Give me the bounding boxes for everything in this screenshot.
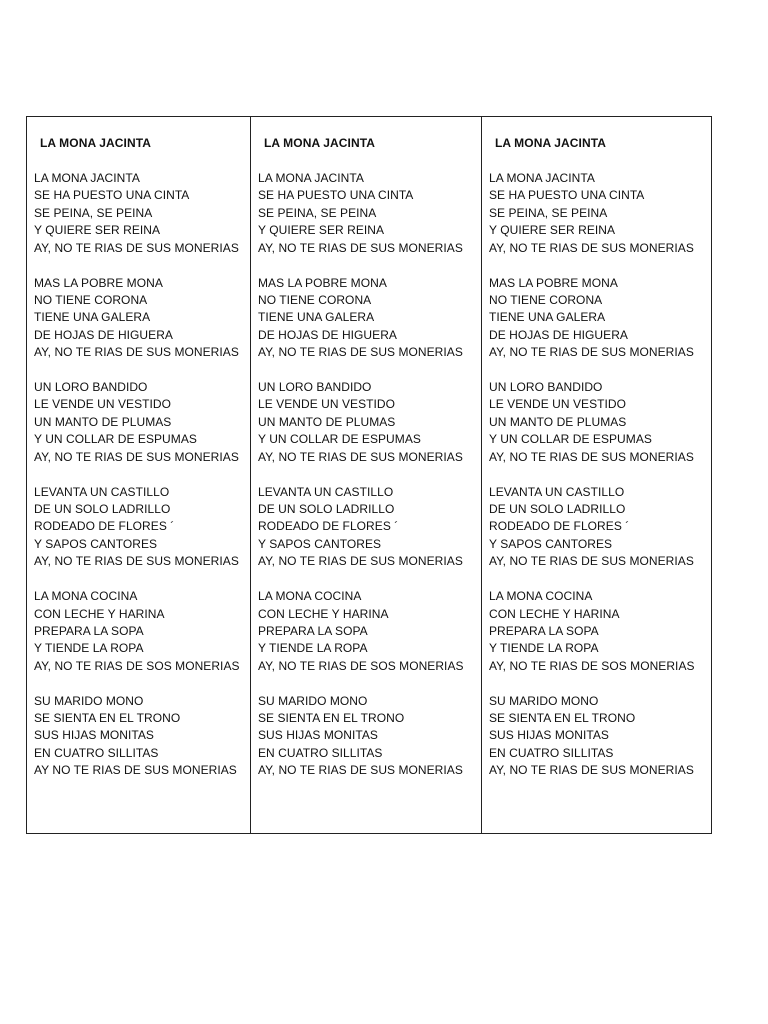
lyric-line: AY, NO TE RIAS DE SUS MONERIAS [489,345,694,360]
lyric-line: AY, NO TE RIAS DE SUS MONERIAS [34,345,239,360]
stanza [34,275,250,362]
lyric-line: UN LORO BANDIDO [34,380,148,395]
lyric-line: Y TIENDE LA ROPA [489,641,599,656]
lyric-line: AY NO TE RIAS DE SUS MONERIAS [34,763,237,778]
lyric-line: MAS LA POBRE MONA [489,275,618,290]
lyric-line: CON LECHE Y HARINA [258,606,389,621]
song-lyrics [34,170,250,780]
lyric-line: UN LORO BANDIDO [489,380,603,395]
song-column-1 [27,117,250,833]
lyric-line: AY, NO TE RIAS DE SUS MONERIAS [258,449,463,464]
song-column-2 [250,117,481,833]
lyric-line: UN MANTO DE PLUMAS [489,414,627,429]
song-title: LA MONA JACINTA [40,136,152,150]
lyric-line: PREPARA LA SOPA [489,623,599,638]
lyric-line: AY, NO TE RIAS DE SUS MONERIAS [34,449,239,464]
lyric-line: Y TIENDE LA ROPA [34,641,144,656]
lyric-line: SE SIENTA EN EL TRONO [489,711,636,726]
lyric-line: AY, NO TE RIAS DE SUS MONERIAS [258,554,463,569]
song-title: LA MONA JACINTA [264,136,376,150]
lyric-line: AY, NO TE RIAS DE SUS MONERIAS [489,240,694,255]
song-column-3 [481,117,711,833]
lyric-line: Y TIENDE LA ROPA [258,641,368,656]
lyric-line: NO TIENE CORONA [489,292,603,307]
lyric-line: DE UN SOLO LADRILLO [258,502,395,516]
lyric-line: RODEADO DE FLORES ´ [34,519,175,534]
lyric-line: AY, NO TE RIAS DE SUS MONERIAS [489,554,694,569]
lyric-line: SU MARIDO MONO [34,693,144,708]
lyric-line: DE HOJAS DE HIGUERA [34,327,173,342]
lyric-line: LEVANTA UN CASTILLO [489,484,625,499]
stanza [489,170,711,257]
lyric-line: SE PEINA, SE PEINA [34,205,153,220]
lyric-line: LA MONA COCINA [34,589,138,604]
lyric-line: UN MANTO DE PLUMAS [258,414,396,429]
lyric-line: DE HOJAS DE HIGUERA [489,327,628,342]
lyric-line: RODEADO DE FLORES ´ [258,519,399,534]
lyric-line: LA MONA COCINA [489,589,593,604]
stanza [489,693,711,780]
lyric-line: MAS LA POBRE MONA [34,275,163,290]
lyric-line: SU MARIDO MONO [258,693,368,708]
stanza [489,275,711,362]
lyric-line: AY, NO TE RIAS DE SOS MONERIAS [489,658,695,673]
lyric-line: SE HA PUESTO UNA CINTA [489,188,645,203]
song-sheet-table [26,116,712,834]
stanza [34,588,250,675]
lyric-line: EN CUATRO SILLITAS [258,745,383,760]
stanza [489,484,711,571]
stanza [258,379,481,466]
lyric-line: SE HA PUESTO UNA CINTA [258,188,414,203]
lyric-line: UN MANTO DE PLUMAS [34,414,172,429]
lyric-line: LEVANTA UN CASTILLO [34,484,170,499]
song-column-content [482,117,711,780]
stanza [34,379,250,466]
song-lyrics [258,170,481,780]
lyric-line: Y SAPOS CANTORES [34,536,158,551]
lyric-line: MAS LA POBRE MONA [258,275,387,290]
stanza [258,275,481,362]
stanza [258,484,481,571]
lyric-line: AY, NO TE RIAS DE SOS MONERIAS [258,658,464,673]
lyric-line: DE UN SOLO LADRILLO [34,502,171,516]
lyric-line: NO TIENE CORONA [258,292,372,307]
lyric-line: LE VENDE UN VESTIDO [489,397,626,412]
lyric-line: UN LORO BANDIDO [258,380,372,395]
lyric-line: AY, NO TE RIAS DE SUS MONERIAS [34,240,239,255]
song-lyrics [489,170,711,780]
lyric-line: AY, NO TE RIAS DE SUS MONERIAS [34,554,239,569]
lyric-line: Y SAPOS CANTORES [489,536,613,551]
lyric-line: LE VENDE UN VESTIDO [258,397,395,412]
lyric-line: SUS HIJAS MONITAS [258,728,378,743]
lyric-line: LEVANTA UN CASTILLO [258,484,394,499]
lyric-line: Y QUIERE SER REINA [34,223,161,238]
stanza [258,693,481,780]
song-column-content [251,117,481,780]
lyric-line: SUS HIJAS MONITAS [34,728,154,743]
lyric-line: TIENE UNA GALERA [489,310,606,325]
lyric-line: EN CUATRO SILLITAS [489,745,614,760]
lyric-line: Y UN COLLAR DE ESPUMAS [258,432,421,447]
lyric-line: Y UN COLLAR DE ESPUMAS [34,432,197,447]
lyric-line: DE UN SOLO LADRILLO [489,502,626,516]
lyric-line: SE SIENTA EN EL TRONO [258,711,405,726]
lyric-line: SE PEINA, SE PEINA [258,205,377,220]
lyric-line: AY, NO TE RIAS DE SUS MONERIAS [258,240,463,255]
stanza [34,484,250,571]
lyric-line: LE VENDE UN VESTIDO [34,397,171,412]
lyric-line: AY, NO TE RIAS DE SUS MONERIAS [258,763,463,778]
lyric-line: SE HA PUESTO UNA CINTA [34,188,190,203]
lyric-line: LA MONA JACINTA [34,171,140,185]
lyric-line: LA MONA COCINA [258,589,362,604]
lyric-line: PREPARA LA SOPA [34,623,144,638]
lyric-line: LA MONA JACINTA [489,171,595,185]
stanza [489,379,711,466]
lyric-line: AY, NO TE RIAS DE SOS MONERIAS [34,658,240,673]
stanza [258,170,481,257]
lyric-line: SU MARIDO MONO [489,693,599,708]
lyric-line: SE PEINA, SE PEINA [489,205,608,220]
song-title: LA MONA JACINTA [495,136,607,150]
lyric-line: PREPARA LA SOPA [258,623,368,638]
lyric-line: RODEADO DE FLORES ´ [489,519,630,534]
stanza [34,693,250,780]
lyric-line: Y QUIERE SER REINA [489,223,616,238]
stanza [258,588,481,675]
lyric-line: SE SIENTA EN EL TRONO [34,711,181,726]
lyric-line: CON LECHE Y HARINA [34,606,165,621]
lyric-line: CON LECHE Y HARINA [489,606,620,621]
lyric-line: NO TIENE CORONA [34,292,148,307]
stanza [34,170,250,257]
lyric-line: Y QUIERE SER REINA [258,223,385,238]
song-column-content [27,117,250,780]
lyric-line: TIENE UNA GALERA [258,310,375,325]
lyric-line: DE HOJAS DE HIGUERA [258,327,397,342]
lyric-line: AY, NO TE RIAS DE SUS MONERIAS [489,449,694,464]
lyric-line: AY, NO TE RIAS DE SUS MONERIAS [258,345,463,360]
lyric-line: AY, NO TE RIAS DE SUS MONERIAS [489,763,694,778]
lyric-line: LA MONA JACINTA [258,171,364,185]
lyric-line: EN CUATRO SILLITAS [34,745,159,760]
lyric-line: Y SAPOS CANTORES [258,536,382,551]
lyric-line: Y UN COLLAR DE ESPUMAS [489,432,652,447]
lyric-line: TIENE UNA GALERA [34,310,151,325]
lyric-line: SUS HIJAS MONITAS [489,728,609,743]
stanza [489,588,711,675]
